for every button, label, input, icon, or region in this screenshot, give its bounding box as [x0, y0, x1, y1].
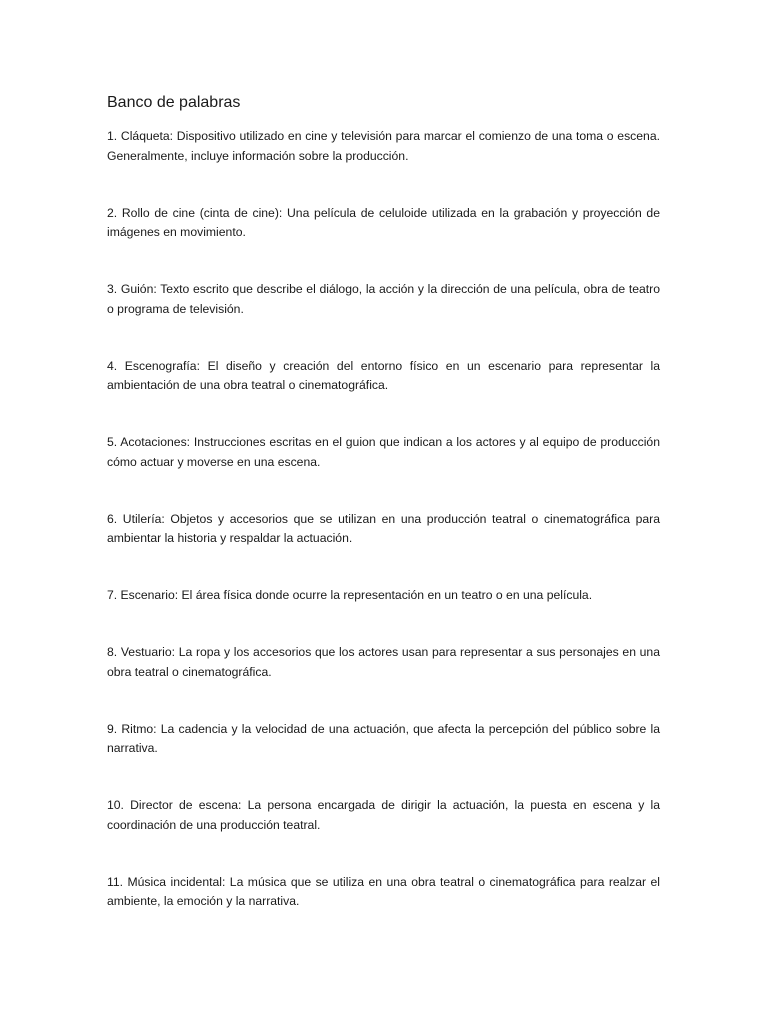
word-entry-musica-incidental: 11. Música incidental: La música que se utiliza en una obra teatral o cinematográfica para realzar el ambiente, la emoción y la narrativa. [107, 874, 660, 908]
word-entry-acotaciones: 5. Acotaciones: Instrucciones escritas en el guion que indican a los actores y al equipo de producción cómo actuar y moverse en una escena. [107, 435, 660, 469]
word-entry-escenario: 7. Escenario: El área física donde ocurre la representación en un teatro o en una película. [107, 588, 593, 602]
word-entry-utileria: 6. Utilería: Objetos y accesorios que se utilizan en una producción teatral o cinematográfica para ambientar la historia y respaldar la actuación. [107, 511, 660, 545]
word-entry-guion: 3. Guión: Texto escrito que describe el diálogo, la acción y la dirección de una película, obra de teatro o programa de televisión. [107, 282, 660, 316]
word-entry-ritmo: 9. Ritmo: La cadencia y la velocidad de una actuación, que afecta la percepción del público sobre la narrativa. [107, 721, 660, 755]
document-page [107, 92, 660, 949]
word-entry-claqueta: 1. Cláqueta: Dispositivo utilizado en cine y televisión para marcar el comienzo de una toma o escena. Generalmente, incluye información sobre la producción. [107, 129, 660, 163]
document-title: Banco de palabras [107, 94, 241, 111]
word-entry-rollo-de-cine: 2. Rollo de cine (cinta de cine): Una película de celuloide utilizada en la grabación y proyección de imágenes en movimiento. [107, 205, 660, 239]
word-entry-vestuario: 8. Vestuario: La ropa y los accesorios que los actores usan para representar a sus personajes en una obra teatral o cinematográfica. [107, 645, 660, 679]
word-entry-director-de-escena: 10. Director de escena: La persona encargada de dirigir la actuación, la puesta en escena y la coordinación de una producción teatral. [107, 798, 660, 832]
word-entry-escenografia: 4. Escenografía: El diseño y creación del entorno físico en un escenario para representar la ambientación de una obra teatral o cinematográfica. [107, 358, 660, 392]
